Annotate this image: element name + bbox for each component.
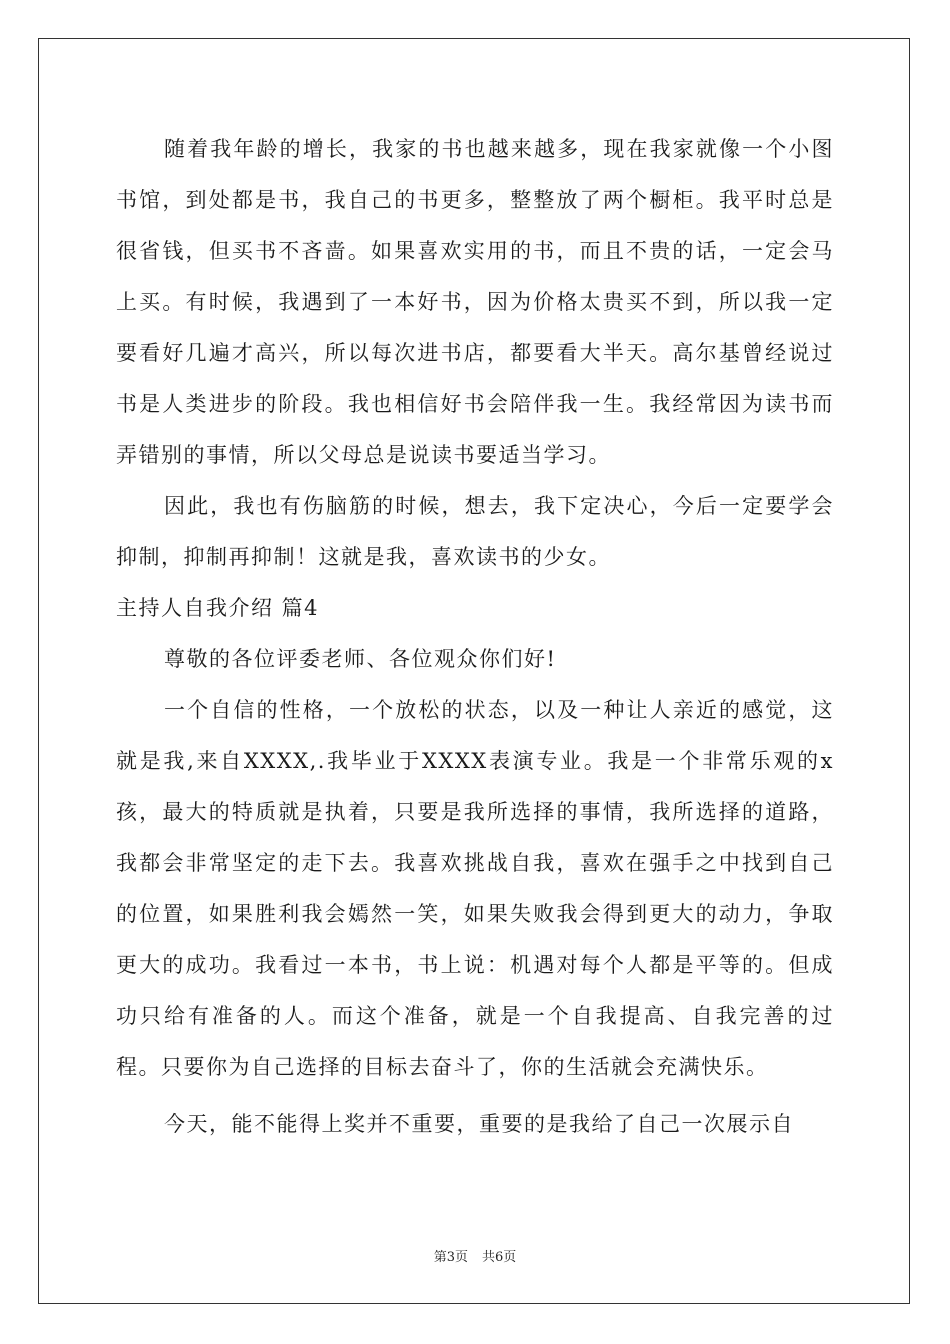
total-page-count: 共6页 — [482, 1250, 517, 1265]
current-page-number: 第3页 — [433, 1250, 468, 1265]
paragraph-1: 随着我年龄的增长，我家的书也越来越多，现在我家就像一个小图书馆，到处都是书，我自己的书更多，整整放了两个橱柜。我平时总是很省钱，但买书不吝啬。如果喜欢实用的书，而且不贵的话，一定会马上买。有时候，我遇到了一本好书，因为价格太贵买不到，所以我一定要看好几遍才高兴，所以每次进书店，都要看大半天。高尔基曾经说过书是人类进步的阶段。我也相信好书会陪伴我一生。我经常因为读书而弄错别的事情，所以父母总是说读书要适当学习。 — [116, 137, 834, 467]
paragraph-greeting: 尊敬的各位评委老师、各位观众你们好! — [164, 647, 557, 671]
paragraph-closing: 今天，能不能得上奖并不重要，重要的是我给了自己一次展示自 — [164, 1112, 794, 1136]
paragraph-self-intro: 一个自信的性格，一个放松的状态，以及一种让人亲近的感觉，这就是我,来自XXXX,.我毕业于XXXX表演专业。我是一个非常乐观的x孩，最大的特质就是执着，只要是我所选择的事情，我所选择的道路，我都会非常坚定的走下去。我喜欢挑战自我，喜欢在强手之中找到自己的位置，如果胜利我会嫣然一笑，如果失败我会得到更大的动力，争取更大的成功。我看过一本书，书上说：机遇对每个人都是平等的。但成功只给有准备的人。而这个准备，就是一个自我提高、自我完善的过程。只要你为自己选择的目标去奋斗了，你的生活就会充满快乐。 — [116, 698, 834, 1079]
section-heading: 主持人自我介绍 篇4 — [116, 596, 320, 620]
page-footer — [0, 1246, 950, 1265]
document-body — [116, 124, 834, 1150]
paragraph-2: 因此，我也有伤脑筋的时候，想去，我下定决心，今后一定要学会抑制，抑制再抑制！这就是我，喜欢读书的少女。 — [116, 494, 834, 569]
